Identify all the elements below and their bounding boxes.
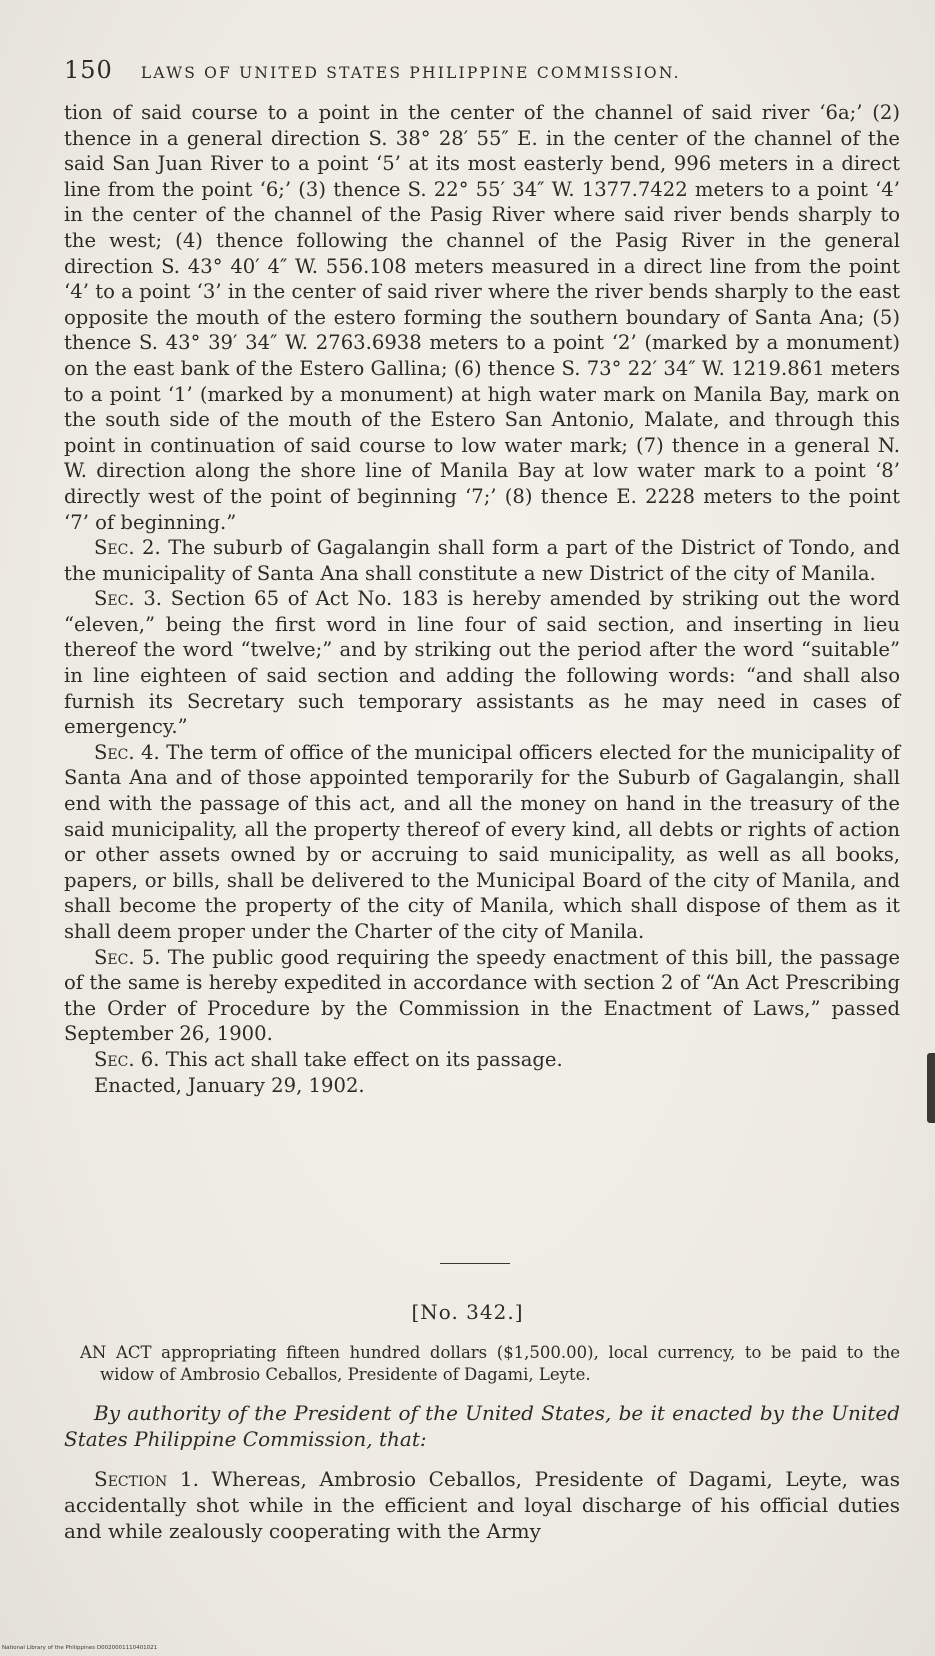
source-footer: National Library of the Philippines D0020001110401021	[2, 1645, 158, 1651]
running-head: LAWS OF UNITED STATES PHILIPPINE COMMISSION.	[140, 64, 681, 82]
section-label: Sec. 3.	[94, 587, 163, 611]
section-text: Section 65 of Act No. 183 is hereby amended by striking out the word “eleven,” being the first word in line four of said section, and inserting in lieu thereof the word “twelve;” and by striking out the period after the word “suitable” in line eighteen of said section and adding the following words: “and shall also furnish its Secretary such temporary assistants as he may need in cases of emergency.”	[64, 587, 900, 739]
section-label: Sec. 2.	[94, 536, 161, 560]
section-label: Sec. 4.	[94, 740, 160, 764]
section-6	[64, 1047, 900, 1073]
act-number: [No. 342.]	[411, 1300, 524, 1324]
section-1	[64, 1466, 900, 1544]
section-label: Sec. 6.	[94, 1047, 160, 1071]
enacted-date: Enacted, January 29, 1902.	[94, 1073, 365, 1097]
page-edge-mark	[927, 1053, 935, 1123]
section-2	[64, 535, 900, 586]
section-label: Section 1.	[94, 1467, 199, 1491]
section-5	[64, 945, 900, 1047]
section-text: Whereas, Ambrosio Ceballos, Presidente of Dagami, Leyte, was accidentally shot while in the efficient and loyal discharge of his official duties and while zealously cooperating with the Army	[64, 1467, 900, 1543]
section-text: This act shall take effect on its passage.	[159, 1047, 563, 1071]
section-3	[64, 586, 900, 740]
act-title: AN ACT appropriating fifteen hundred dollars ($1,500.00), local currency, to be paid to the widow of Ambrosio Ceballos, Presidente of Dagami, Leyte.	[80, 1343, 900, 1384]
section-text: The suburb of Gagalangin shall form a part of the District of Tondo, and the municipality of Santa Ana shall constitute a new District of the city of Manila.	[64, 536, 900, 585]
section-4	[64, 740, 900, 945]
page-header	[64, 56, 894, 84]
paragraph-boundary-description: tion of said course to a point in the center of the channel of said river ‘6a;’ (2) thence in a general direction S. 38° 28′ 55″ E. in the center of the channel of the said San Juan River to a point ‘5’ at its most easterly bend, 996 meters in a direct line from the point ‘6;’ (3) thence S. 22° 55′ 34″ W. 1377.7422 meters to a point ‘4’ in the center of the channel of the Pasig River where said river bends sharply to the west; (4) thence following the channel of the Pasig River in the general direction S. 43° 40′ 4″ W. 556.108 meters measured in a direct line from the point ‘4’ to a point ‘3’ in the center of said river where the river bends sharply to the east opposite the mouth of the estero forming the southern boundary of Santa Ana; (5) thence S. 43° 39′ 34″ W. 2763.6938 meters to a point ‘2’ (marked by a monument) on the east bank of the Estero Gallina; (6) thence S. 73° 22′ 34″ W. 1219.861 meters to a point ‘1’ (marked by a monument) at high water mark on Manila Bay, mark on the south side of the mouth of the Estero San Antonio, Malate, and through this point in continuation of said course to low water mark; (7) thence in a general N. W. direction along the shore line of Manila Bay at low water mark to a point ‘8’ directly west of the point of beginning ‘7;’ (8) thence E. 2228 meters to the point ‘7’ of beginning.”	[64, 101, 900, 534]
section-text: The term of office of the municipal officers elected for the municipality of Santa Ana and of those appointed temporarily for the Suburb of Gagalangin, shall end with the passage of this act, and all the money on hand in the treasury of the said municipality, all the property thereof of every kind, all debts or rights of action or other assets owned by or accruing to said municipality, as well as all books, papers, or bills, shall be delivered to the Municipal Board of the city of Manila, and shall become the property of the city of Manila, which shall dispose of them as it shall deem proper under the Charter of the city of Manila.	[64, 740, 900, 943]
body-text	[64, 100, 900, 1098]
section-text: The public good requiring the speedy enactment of this bill, the passage of the same is hereby expedited in accordance with section 2 of “An Act Prescribing the Order of Procedure by the Commission in the Enactment of Laws,” passed September 26, 1900.	[64, 945, 900, 1046]
section-divider	[440, 1263, 510, 1264]
section-label: Sec. 5.	[94, 945, 161, 969]
page-number: 150	[64, 56, 113, 84]
enacting-clause: By authority of the President of the United States, be it enacted by the United States Philippine Commission, that:	[64, 1401, 900, 1451]
